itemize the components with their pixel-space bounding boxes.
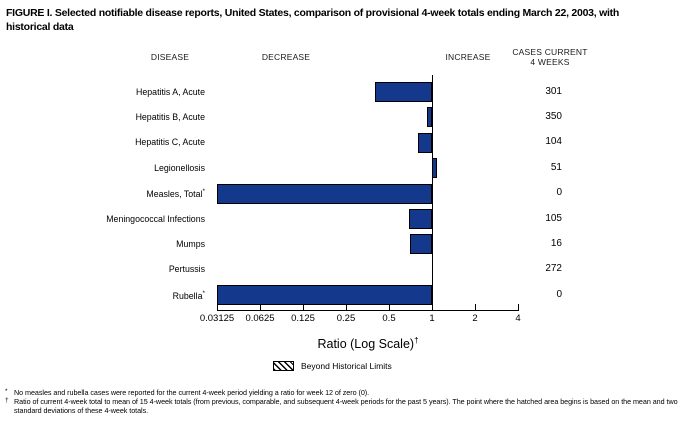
x-tick-label-2: 2 bbox=[472, 313, 478, 324]
x-tick-2 bbox=[475, 304, 476, 310]
footnote-marker-measles-total: * bbox=[202, 188, 205, 196]
row-label-measles-total: Measles, Total* bbox=[146, 188, 205, 200]
x-tick-label-0.03125: 0.03125 bbox=[199, 313, 235, 324]
footnote-2 bbox=[5, 397, 687, 415]
x-tick-label-0.125: 0.125 bbox=[291, 313, 315, 324]
bar-meningococcal-infections bbox=[409, 209, 432, 229]
cases-value-hepatitis-b-acute: 350 bbox=[545, 110, 562, 122]
hatched-swatch-icon bbox=[273, 361, 294, 371]
footnotes bbox=[5, 388, 687, 416]
row-label-legionellosis: Legionellosis bbox=[154, 162, 205, 173]
cases-value-pertussis: 272 bbox=[545, 263, 562, 275]
cases-value-hepatitis-a-acute: 301 bbox=[545, 85, 562, 97]
x-tick-label-0.25: 0.25 bbox=[336, 313, 356, 324]
row-label-hepatitis-b-acute: Hepatitis B, Acute bbox=[135, 111, 205, 122]
x-tick-label-0.0625: 0.0625 bbox=[245, 313, 275, 324]
bar-measles-total bbox=[217, 184, 432, 204]
ratio-1-baseline bbox=[432, 75, 433, 311]
footnote-2-text: Ratio of current 4-week total to mean of 15 4-week totals (from previous, comparable, and subsequent 4-week periods for the past 5 years). The point where the hatched area begins is based on the mean and two standard deviations of these 4-week totals. bbox=[14, 397, 678, 416]
footnote-1-text: No measles and rubella cases were reported for the current 4-week period yielding a ratio for week 12 of zero (0). bbox=[14, 388, 370, 397]
row-label-hepatitis-c-acute: Hepatitis C, Acute bbox=[135, 137, 205, 148]
row-label-rubella: Rubella* bbox=[172, 289, 205, 301]
column-header-cases-line1: CASES CURRENT bbox=[512, 47, 588, 57]
cases-value-measles-total: 0 bbox=[556, 187, 562, 199]
legend-label: Beyond Historical Limits bbox=[301, 361, 392, 371]
bar-hepatitis-a-acute bbox=[375, 82, 432, 102]
row-label-hepatitis-a-acute: Hepatitis A, Acute bbox=[136, 86, 205, 97]
cases-value-rubella: 0 bbox=[556, 288, 562, 300]
x-tick-4 bbox=[518, 304, 519, 310]
footnote-2-marker: † bbox=[5, 397, 9, 405]
footnote-1-marker: * bbox=[5, 388, 8, 395]
x-axis-title bbox=[217, 336, 519, 351]
column-header-disease: DISEASE bbox=[150, 52, 190, 62]
cases-value-mumps: 16 bbox=[550, 237, 562, 249]
bar-rubella bbox=[217, 285, 432, 305]
x-axis-title-text: Ratio (Log Scale) bbox=[317, 337, 415, 352]
x-axis-line bbox=[217, 310, 519, 311]
bar-hepatitis-c-acute bbox=[418, 133, 432, 153]
column-header-increase: INCREASE bbox=[445, 52, 491, 62]
x-tick-label-0.5: 0.5 bbox=[382, 313, 396, 324]
cases-value-legionellosis: 51 bbox=[550, 161, 562, 173]
footnote-marker-rubella: * bbox=[202, 289, 205, 297]
row-label-pertussis: Pertussis bbox=[168, 264, 205, 275]
row-label-meningococcal-infections: Meningococcal Infections bbox=[106, 213, 205, 224]
x-tick-label-4: 4 bbox=[515, 313, 521, 324]
cases-value-meningococcal-infections: 105 bbox=[545, 212, 562, 224]
x-axis-title-dagger: † bbox=[414, 336, 419, 345]
column-header-cases-line2: 4 WEEKS bbox=[530, 56, 570, 67]
cases-value-hepatitis-c-acute: 104 bbox=[545, 136, 562, 148]
x-tick-label-1: 1 bbox=[429, 313, 435, 324]
column-header-decrease: DECREASE bbox=[261, 52, 311, 62]
figure-title: FIGURE I. Selected notifiable disease reports, United States, comparison of provisional 4-week totals ending March 22, 2003, with historical data bbox=[6, 7, 620, 34]
bar-mumps bbox=[410, 234, 432, 254]
footnote-1 bbox=[5, 388, 687, 397]
row-label-mumps: Mumps bbox=[176, 238, 205, 249]
